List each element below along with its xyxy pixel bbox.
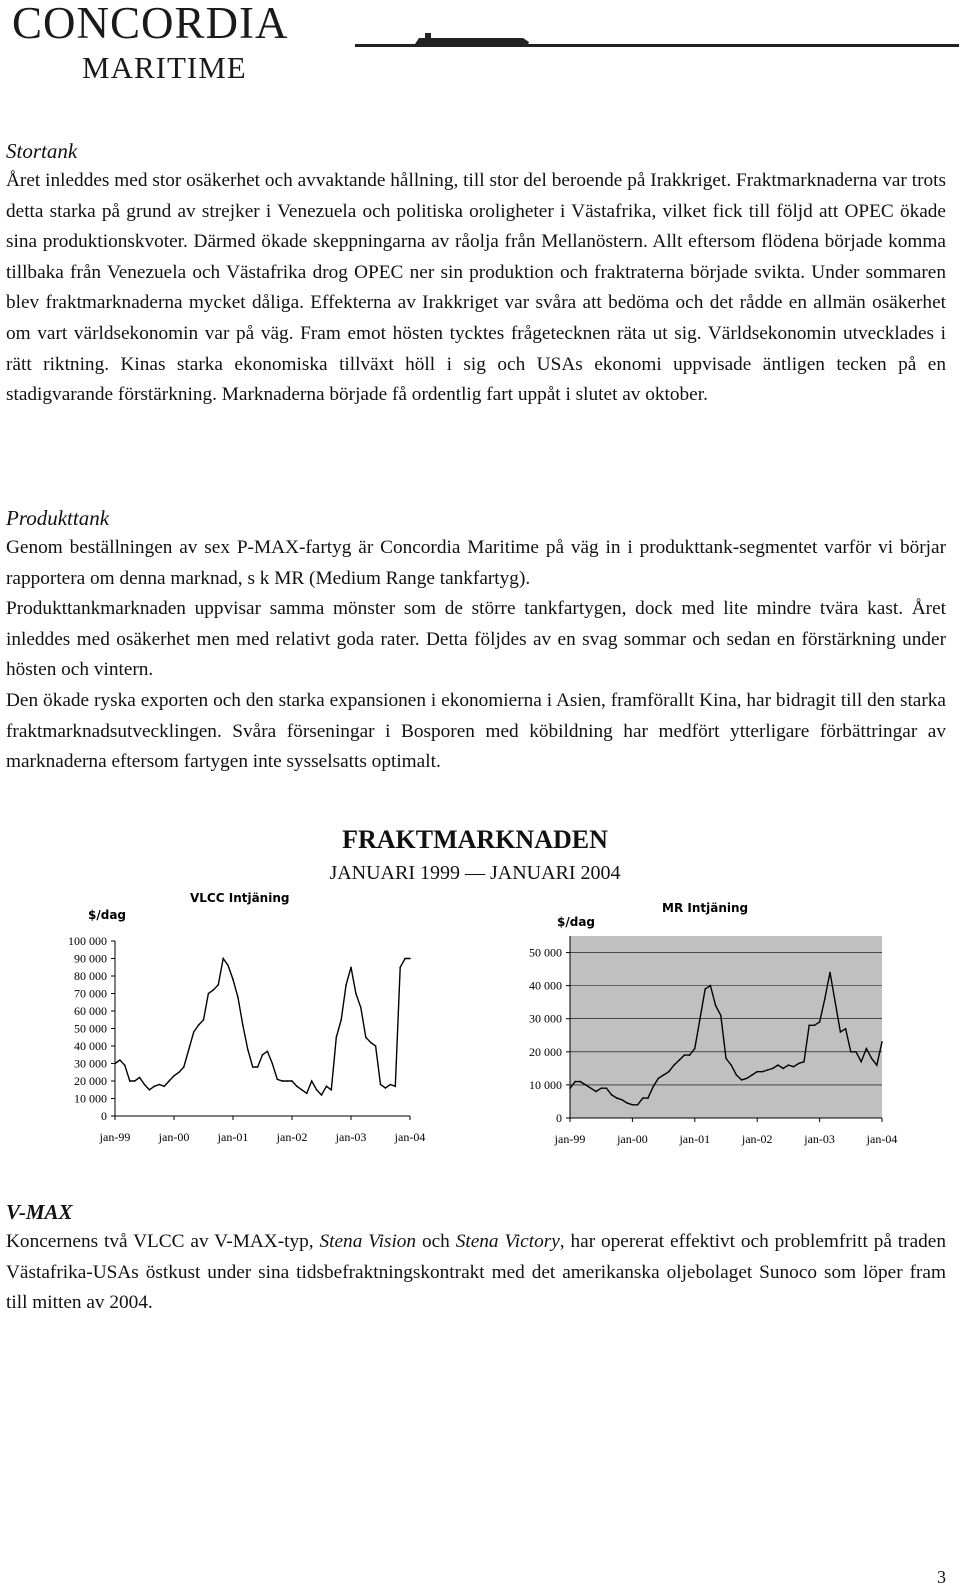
mr-data-point (819, 1021, 821, 1023)
vlcc-data-point (326, 1086, 328, 1088)
vlcc-data-point (281, 1080, 283, 1082)
vlcc-data-point (129, 1080, 131, 1082)
mr-data-point (626, 1102, 628, 1104)
mr-data-point (616, 1097, 618, 1099)
vlcc-data-point (395, 1086, 397, 1088)
mr-data-point (595, 1091, 597, 1093)
vlcc-data-point (286, 1080, 288, 1082)
mr-data-point (663, 1074, 665, 1076)
mr-data-point (741, 1079, 743, 1081)
mr-data-point (850, 1051, 852, 1053)
mr-data-point (699, 1018, 701, 1020)
mr-data-point (652, 1086, 654, 1088)
mr-plot-background (570, 936, 882, 1118)
vlcc-data-point (134, 1080, 136, 1082)
mr-x-tick-label: jan-01 (679, 1132, 711, 1146)
mr-data-point (574, 1081, 576, 1083)
vlcc-data-point (232, 979, 234, 981)
mr-data-point (694, 1048, 696, 1050)
ship-name-stena-vision: Stena Vision (319, 1231, 417, 1252)
vlcc-data-point (360, 1007, 362, 1009)
vlcc-data-point (340, 1019, 342, 1021)
heading-stortank: Stortank (6, 139, 78, 163)
vlcc-x-tick-label: jan-99 (99, 1130, 131, 1144)
concordia-maritime-logo (8, 0, 958, 90)
vlcc-y-unit-label: $/dag (88, 908, 127, 922)
mr-data-point (855, 1051, 857, 1053)
mr-x-tick-label: jan-02 (741, 1132, 773, 1146)
mr-y-tick-label: 10 000 (529, 1077, 562, 1092)
vlcc-data-point (321, 1094, 323, 1096)
vlcc-chart-title: VLCC Intjäning (190, 891, 290, 905)
ship-icon (413, 30, 533, 48)
vlcc-x-tick-label: jan-00 (158, 1130, 190, 1144)
vlcc-data-point (159, 1084, 161, 1086)
vlcc-data-point (385, 1087, 387, 1089)
vlcc-data-point (331, 1089, 333, 1091)
vlcc-data-point (139, 1077, 141, 1079)
vlcc-data-point (399, 967, 401, 969)
vlcc-data-point (222, 958, 224, 960)
mr-data-point (788, 1064, 790, 1066)
mr-data-point (606, 1087, 608, 1089)
vlcc-series (114, 958, 411, 1096)
vlcc-data-point (301, 1089, 303, 1091)
vlcc-data-point (237, 996, 239, 998)
mr-data-point (704, 988, 706, 990)
mr-x-axis (554, 1118, 898, 1146)
vlcc-data-point (375, 1045, 377, 1047)
mr-data-point (756, 1071, 758, 1073)
mr-data-point (798, 1063, 800, 1065)
paragraph-produkttank-1: Genom beställningen av sex P-MAX-fartyg är Concordia Maritime på väg in i produkttank-segmentet varför vi börjar rapportera om denna marknad, s k MR (Medium Range tankfartyg). (6, 537, 946, 589)
vlcc-data-point (355, 993, 357, 995)
mr-data-point (860, 1061, 862, 1063)
vlcc-data-point (336, 1037, 338, 1039)
vlcc-data-point (277, 1079, 279, 1081)
mr-data-point (611, 1094, 613, 1096)
vlcc-y-tick-label: 20 000 (74, 1074, 107, 1088)
vlcc-data-point (316, 1089, 318, 1091)
mr-data-point (715, 1005, 717, 1007)
vlcc-data-point (119, 1059, 121, 1061)
mr-x-tick-label: jan-99 (554, 1132, 586, 1146)
vlcc-x-tick-label: jan-01 (217, 1130, 249, 1144)
vlcc-data-point (203, 1019, 205, 1021)
vlcc-data-point (149, 1089, 151, 1091)
mr-data-point (668, 1071, 670, 1073)
vlcc-data-point (365, 1037, 367, 1039)
vlcc-data-point (154, 1086, 156, 1088)
paragraph-produkttank-3: Den ökade ryska exporten och den starka expansionen i ekonomierna i Asien, framförallt Kina, har bidragit till den starka fraktmarknadsutvecklingen. Svåra förseningar i Bosporen med köbildning har medfört ytterligare förbättringar av marknaderna eftersom fartygen inte sysselsatts optimalt. (6, 689, 946, 773)
vlcc-data-point (350, 967, 352, 969)
vlcc-y-tick-label: 30 000 (74, 1056, 107, 1071)
vlcc-data-point (218, 984, 220, 986)
vlcc-data-point (390, 1084, 392, 1086)
vlcc-y-tick-label: 100 000 (68, 934, 107, 948)
section-produkttank (6, 503, 946, 778)
vlcc-y-tick-label: 80 000 (74, 969, 107, 983)
vlcc-data-point (257, 1066, 259, 1068)
vlcc-earnings-chart (40, 880, 460, 1160)
mr-data-point (803, 1061, 805, 1063)
mr-data-point (777, 1064, 779, 1066)
vlcc-x-tick-label: jan-03 (335, 1130, 367, 1144)
mr-data-point (720, 1015, 722, 1017)
mr-data-point (642, 1097, 644, 1099)
mr-data-point (569, 1087, 571, 1089)
mr-data-point (866, 1048, 868, 1050)
vlcc-data-point (252, 1066, 254, 1068)
paragraph-vmax (6, 1227, 946, 1319)
vlcc-data-point (114, 1063, 116, 1065)
vlcc-data-point (247, 1049, 249, 1051)
vlcc-data-point (124, 1065, 126, 1067)
mr-x-tick-label: jan-00 (617, 1132, 648, 1146)
mr-y-tick-label: 40 000 (529, 978, 562, 993)
section-stortank (6, 136, 946, 411)
vlcc-data-point (163, 1086, 165, 1088)
mr-data-point (600, 1087, 602, 1089)
vlcc-data-point (144, 1084, 146, 1086)
mr-data-point (782, 1068, 784, 1070)
vlcc-data-point (188, 1049, 190, 1051)
mr-data-point (673, 1064, 675, 1066)
mr-data-point (621, 1099, 623, 1101)
mr-data-point (814, 1025, 816, 1027)
mr-data-point (678, 1059, 680, 1061)
mr-data-point (689, 1054, 691, 1056)
mr-data-point (829, 972, 831, 974)
vlcc-data-point (213, 989, 215, 991)
vlcc-data-point (404, 958, 406, 960)
mr-data-point (751, 1074, 753, 1076)
vlcc-y-tick-label: 60 000 (74, 1004, 107, 1018)
fraktmarknaden-subtitle: JANUARI 1999 — JANUARI 2004 (329, 862, 621, 884)
ship-name-stena-victory: Stena Victory (455, 1231, 560, 1252)
vlcc-data-point (272, 1063, 274, 1065)
mr-data-point (647, 1097, 649, 1099)
vlcc-y-tick-label: 10 000 (74, 1091, 107, 1106)
fraktmarknaden-title: FRAKTMARKNADEN (342, 825, 608, 854)
mr-earnings-chart (500, 880, 920, 1160)
paragraph-produkttank-2: Produkttankmarknaden uppvisar samma mönster som de större tankfartygen, dock med lite mindre tvära kast. Året inleddes med osäkerhet men med relativt goda rater. Detta följdes av en svag sommar och sedan en förstärkning under hösten och vintern. (6, 598, 946, 681)
mr-data-point (580, 1081, 582, 1083)
mr-data-point (746, 1078, 748, 1080)
mr-data-point (632, 1104, 634, 1106)
mr-data-point (684, 1054, 686, 1056)
mr-data-point (876, 1064, 878, 1066)
logo-word-maritime: MARITIME (82, 50, 247, 85)
mr-data-point (881, 1041, 883, 1043)
mr-y-tick-label: 0 (556, 1111, 562, 1125)
vlcc-x-axis (99, 1116, 426, 1144)
page-number: 3 (937, 1567, 946, 1587)
mr-data-point (590, 1087, 592, 1089)
vlcc-data-point (370, 1042, 372, 1044)
mr-x-tick-label: jan-03 (804, 1132, 835, 1146)
vmax-text-3: , har opererat effektivt och problemfritt på traden Västafrika-USAs östkust under sina tidsbefraktningskontrakt med det amerikanska oljebolaget Sunoco som löper fram till mitten av 2004. (6, 1231, 946, 1314)
vlcc-y-tick-label: 70 000 (74, 986, 107, 1001)
vlcc-data-point (227, 965, 229, 967)
mr-x-tick-label: jan-04 (866, 1132, 898, 1146)
vlcc-data-point (198, 1024, 200, 1026)
vlcc-data-point (178, 1072, 180, 1074)
vlcc-data-point (262, 1054, 264, 1056)
mr-data-point (710, 985, 712, 987)
vlcc-x-tick-label: jan-02 (276, 1130, 308, 1144)
mr-data-point (767, 1069, 769, 1071)
mr-data-point (840, 1031, 842, 1033)
mr-data-point (762, 1071, 764, 1073)
mr-data-point (824, 998, 826, 1000)
mr-data-point (772, 1068, 774, 1070)
mr-data-point (585, 1084, 587, 1086)
mr-y-tick-label: 30 000 (529, 1011, 562, 1026)
vlcc-y-tick-label: 0 (101, 1109, 107, 1123)
mr-data-point (834, 1001, 836, 1003)
vlcc-data-point (296, 1086, 298, 1088)
mr-data-point (658, 1078, 660, 1080)
mr-data-point (808, 1025, 810, 1027)
mr-y-tick-label: 20 000 (529, 1044, 562, 1059)
vlcc-data-point (306, 1093, 308, 1095)
mr-data-point (845, 1028, 847, 1030)
mr-chart-title: MR Intjäning (662, 901, 749, 915)
vlcc-data-point (409, 958, 411, 960)
vlcc-series-line (115, 959, 410, 1096)
vlcc-data-point (311, 1080, 313, 1082)
vlcc-data-point (183, 1066, 185, 1068)
mr-data-point (793, 1066, 795, 1068)
mr-data-point (871, 1058, 873, 1060)
vlcc-data-point (173, 1075, 175, 1077)
vlcc-data-point (242, 1024, 244, 1026)
heading-vmax: V-MAX (6, 1200, 73, 1224)
section-vmax (6, 1197, 946, 1319)
vlcc-y-axis (68, 934, 115, 1123)
vlcc-data-point (345, 984, 347, 986)
vlcc-x-tick-label: jan-04 (394, 1130, 426, 1144)
vmax-text-2: och (416, 1231, 456, 1252)
vlcc-data-point (168, 1080, 170, 1082)
heading-produkttank: Produkttank (6, 506, 110, 530)
vlcc-data-point (208, 993, 210, 995)
vlcc-y-tick-label: 40 000 (74, 1039, 107, 1053)
mr-data-point (637, 1104, 639, 1106)
mr-y-unit-label: $/dag (557, 915, 596, 929)
mr-data-point (725, 1058, 727, 1060)
mr-y-tick-label: 50 000 (529, 945, 562, 960)
vmax-text-1: Koncernens två VLCC av V-MAX-typ, (6, 1231, 320, 1252)
vlcc-y-tick-label: 50 000 (74, 1021, 107, 1036)
vlcc-data-point (267, 1051, 269, 1053)
vlcc-y-tick-label: 90 000 (74, 951, 107, 966)
mr-data-point (730, 1064, 732, 1066)
logo-word-concordia: CONCORDIA (12, 0, 289, 48)
paragraph-stortank: Året inleddes med stor osäkerhet och avvaktande hållning, till stor del beroende på Irakkriget. Fraktmarknaderna var trots detta starka på grund av strejker i Venezuela och politiska oroligheter i Västafrika, vilket fick till följd att OPEC ökade sina produktionskvoter. Därmed ökade skeppningarna av råolja från Mellanöstern. Allt eftersom flödena började komma tillbaka från Venezuela och Västafrika drog OPEC ner sin produktion och fraktraterna började svikta. Under sommaren blev fraktmarknaderna mycket dåliga. Effekterna av Irakkriget var svåra att bedöma och det rådde en allmän osäkerhet om vart världsekonomin var på väg. Fram emot hösten tycktes frågetecknen räta ut sig. Världsekonomin utvecklades i rätt riktning. Kinas starka ekonomiska tillväxt höll i sig och USAs ekonomi uppvisade äntligen tecken på en stadigvarande förstärkning. Marknaderna började få ordentlig fart uppåt i slutet av oktober. (6, 170, 946, 406)
mr-data-point (736, 1074, 738, 1076)
vlcc-data-point (193, 1031, 195, 1033)
vlcc-data-point (380, 1084, 382, 1086)
vlcc-data-point (291, 1080, 293, 1082)
mr-plot-area (570, 936, 882, 1118)
